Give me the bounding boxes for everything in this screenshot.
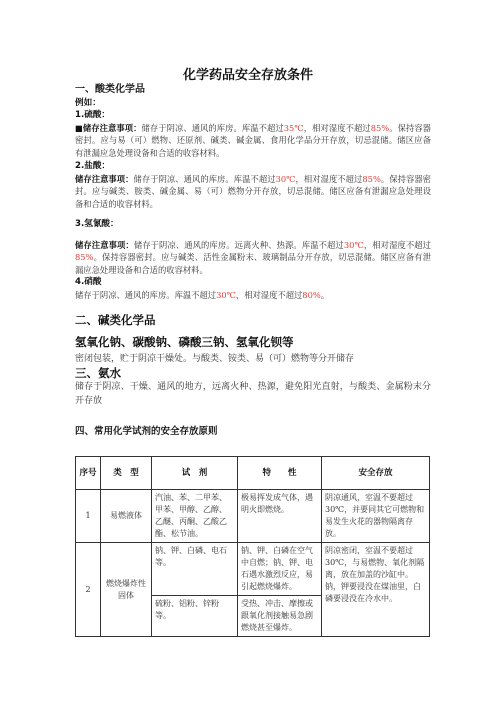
item-heading: 2.盐酸： <box>75 161 111 171</box>
humidity-value: 85% <box>75 252 94 262</box>
header-cell: 序号 <box>76 457 101 490</box>
subheading: 氢氧化钠、碳酸钠、磷酸三钠、氢氧化钡等 <box>75 335 294 349</box>
header-cell: 安全存放 <box>322 457 430 490</box>
table-header-row <box>76 457 430 490</box>
item-text: 储存于阴凉、通风的库房。库温不超过30℃，相对湿度不超过80%。 <box>75 289 330 300</box>
bases-text: 密闭包装，贮于阴凉干燥处。与酸类、铵类、易（可）燃物等分开储存 <box>75 354 355 364</box>
cell-reagent: 硫粉、铝粉、锌粉等。 <box>152 596 238 637</box>
cell-property: 钠、钾、白磷在空气中自燃；钠、钾、电石遇水激烈反应，易引起燃烧爆炸。 <box>238 543 322 596</box>
item-text: 储存注意事项：储存于阴凉、通风的库房。库温不超过30℃，相对湿度不超过85%。保持容器密封。应与碱类、胺类、碱金属、易（可）燃物分开存放，切忌混储。储区应备有泄漏应急处理设备和合适的收容材料。 <box>75 173 431 209</box>
section-heading: 三、氨水 <box>75 366 121 380</box>
cell-property: 极易挥发成气体，遇明火即燃烧。 <box>238 490 322 543</box>
header-cell: 试 剂 <box>152 457 238 490</box>
section-acids <box>75 84 431 301</box>
storage-label: ■储存注意事项： <box>75 122 142 133</box>
section-heading: 一、酸类化学品 <box>75 84 145 95</box>
cell-type: 燃烧爆炸性固体 <box>101 543 152 637</box>
temperature-value: 30℃ <box>275 173 296 184</box>
ammonia-text: 储存于阴凉、干燥、通风的地方，远离火种、热源，避免阳光直射，与酸类、金属粉末分开存放 <box>75 382 431 406</box>
cell-no: 2 <box>76 543 101 637</box>
item-heading: 3.氢氰酸： <box>75 219 119 229</box>
item-heading: 4.硝酸 <box>75 277 102 287</box>
safety-table <box>75 456 430 637</box>
header-cell: 特 性 <box>238 457 322 490</box>
cell-storage: 阴凉密闭，室温不要超过30℃，与易燃物、氧化剂隔离，放在加盖的沙缸中。钠，钾要浸没在煤油里，白磷要浸没在冷水中。 <box>322 543 430 637</box>
item-heading: 1.硫酸： <box>75 110 111 120</box>
cell-storage: 阴凉通风，室温不要超过30℃，并要同其它可燃物和易发生火花的器物隔离存放。 <box>322 490 430 543</box>
humidity-value: 80% <box>302 289 321 300</box>
section-bases <box>75 313 431 408</box>
page-title: 化学药品安全存放条件 <box>182 68 313 83</box>
table-row <box>76 490 430 543</box>
cell-property: 受热、冲击、摩擦或跟氧化剂接触易急剧燃烧甚至爆炸。 <box>238 596 322 637</box>
table-row <box>76 543 430 596</box>
item-text: 储存注意事项：储存于阴凉、通风的库房。远离火种、热源。库温不超过30℃，相对湿度不超过85%。保持容器密封。应与碱类、活性金属粉末、玻璃制品分开存放，切忌混储。储区应备有泄漏应急处理设备和合适的收容材料。 <box>75 239 431 275</box>
item-text: ■储存注意事项：储存于阴凉、通风的库房。库温不超过35℃，相对湿度不超过85%。保持容器密封。应与易（可）燃物、还原剂、碱类、碱金属、食用化学品分开存放，切忌混储。储区应备有泄漏应急处理设备和合适的收容材料。 <box>75 122 431 158</box>
storage-label: 储存注意事项： <box>75 239 134 250</box>
temperature-value: 30℃ <box>343 239 364 250</box>
humidity-value: 85% <box>362 173 381 184</box>
temperature-value: 30℃ <box>216 289 236 300</box>
section-heading: 二、碱类化学品 <box>75 313 156 327</box>
cell-no: 1 <box>76 490 101 543</box>
cell-reagent: 汽油、苯、二甲苯、甲苯、甲醇、乙醇、乙醚、丙酮、乙酸乙酯、松节油。 <box>152 490 238 543</box>
cell-type: 易燃液体 <box>101 490 152 543</box>
header-cell: 类 型 <box>101 457 152 490</box>
section-principles <box>75 426 431 439</box>
temperature-value: 35℃ <box>283 122 304 133</box>
section-heading: 四、常用化学试剂的安全存放原则 <box>75 426 218 437</box>
storage-label: 储存注意事项： <box>75 173 134 184</box>
humidity-value: 85% <box>370 122 390 133</box>
cell-reagent: 钠、钾、白磷、电石等。 <box>152 543 238 596</box>
example-label: 例如： <box>75 97 101 108</box>
